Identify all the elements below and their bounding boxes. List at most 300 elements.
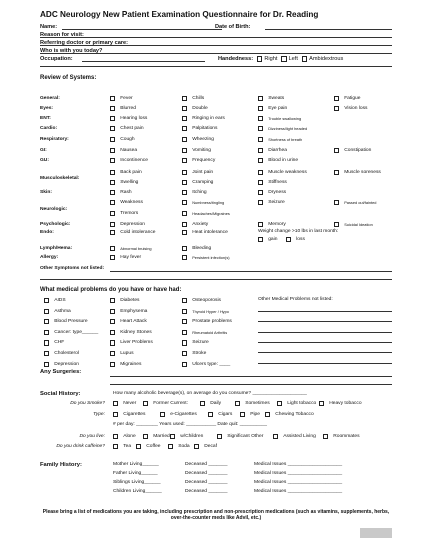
social-significant-other-checkbox[interactable]	[217, 434, 222, 439]
social-alone-option[interactable]	[113, 434, 136, 439]
ros-dryness-option[interactable]	[258, 190, 286, 195]
social-cigarettes-label: Cigarettes	[123, 412, 146, 418]
social-light-tobacco-checkbox[interactable]	[277, 401, 282, 406]
ros-double-label: Double	[192, 106, 208, 112]
social-assisted-living-label: Assisted Living	[283, 434, 316, 440]
med-kidney-stones-label: Kidney Stones	[120, 329, 152, 335]
med-emphysema-option[interactable]	[110, 309, 147, 314]
med-thyroid-hyper-hypo-checkbox[interactable]	[182, 309, 187, 314]
med-lupus-option[interactable]	[110, 351, 134, 356]
other-medical-line[interactable]	[258, 332, 392, 333]
social-pipe-label: Pipe	[250, 412, 260, 418]
med-diabetes-checkbox[interactable]	[110, 298, 115, 303]
ros-label-skin: Skin:	[40, 190, 52, 195]
med-depression-checkbox[interactable]	[44, 362, 49, 367]
med-seizure-label: Seizure	[192, 340, 209, 346]
medical-title: What medical problems do you have or have had:	[40, 287, 182, 293]
social-heavy-tobacco-label: Heavy tobacco	[329, 401, 362, 407]
ros-cold-intolerance-option[interactable]	[110, 230, 156, 235]
social-married-label: Married	[153, 434, 170, 440]
ros-label-eyes: Eyes:	[40, 106, 54, 111]
social-soda-label: Soda	[178, 444, 190, 450]
other-medical-line[interactable]	[258, 363, 392, 364]
caffeine-question: Do you drink caffeine?	[56, 444, 105, 449]
social-heavy-tobacco-checkbox[interactable]	[319, 401, 324, 406]
ros-vision-loss-label: Vision loss	[344, 106, 368, 112]
ros-memory-checkbox[interactable]	[258, 222, 263, 227]
med-liver-problems-option[interactable]	[110, 340, 153, 345]
ros-dryness-checkbox[interactable]	[258, 190, 263, 195]
med-blood-pressure-checkbox[interactable]	[44, 319, 49, 324]
social-roommates-option[interactable]	[323, 434, 360, 439]
ros-stiffness-label: Stiffness	[268, 180, 287, 186]
ros-itching-checkbox[interactable]	[182, 190, 187, 195]
ros-sweats-label: Sweats	[268, 96, 285, 102]
med-aids-checkbox[interactable]	[44, 298, 49, 303]
social-e-cigarettes-checkbox[interactable]	[160, 412, 165, 417]
ros-numbness-tingling-option[interactable]	[182, 200, 224, 205]
family-deceased[interactable]: Deceased _______	[185, 462, 228, 467]
social-assisted-living-option[interactable]	[273, 434, 316, 439]
ros-heat-intolerance-option[interactable]	[182, 230, 228, 235]
ros-cold-intolerance-checkbox[interactable]	[110, 230, 115, 235]
med-chf-checkbox[interactable]	[44, 340, 49, 345]
gain-option[interactable]	[258, 237, 277, 242]
ros-back-pain-option[interactable]	[110, 170, 142, 175]
ros-bleeding-option[interactable]	[182, 246, 211, 251]
ros-swelling-option[interactable]	[110, 180, 138, 185]
ros-chest-pain-checkbox[interactable]	[110, 126, 115, 131]
ros-label-ent: ENT:	[40, 116, 51, 121]
med-ulcers-type-checkbox[interactable]	[182, 362, 187, 367]
ros-blurred-checkbox[interactable]	[110, 106, 115, 111]
ros-back-pain-checkbox[interactable]	[110, 170, 115, 175]
med-blood-pressure-option[interactable]	[44, 319, 88, 324]
med-osteoporosis-option[interactable]	[182, 298, 221, 303]
other-medical-line[interactable]	[258, 321, 392, 322]
ros-swelling-checkbox[interactable]	[110, 180, 115, 185]
ros-cough-option[interactable]	[110, 137, 135, 142]
social-decaf-checkbox[interactable]	[194, 444, 199, 449]
reason-label: Reason for visit:	[40, 32, 84, 38]
ros-headaches-migraines-checkbox[interactable]	[182, 211, 187, 216]
smoke-question: Do you Smoke?	[70, 401, 105, 406]
med-heart-attack-checkbox[interactable]	[110, 319, 115, 324]
ros-double-option[interactable]	[182, 106, 208, 111]
other-medical-label: Other Medical Problems not listed:	[258, 297, 333, 302]
ros-constipation-option[interactable]	[334, 148, 371, 153]
ros-blood-in-urine-option[interactable]	[258, 158, 298, 163]
ros-vision-loss-option[interactable]	[334, 106, 367, 111]
who-field[interactable]	[40, 53, 392, 54]
ros-hay-fever-checkbox[interactable]	[110, 255, 115, 260]
reason-field[interactable]	[40, 37, 392, 38]
other-symptoms-field-2[interactable]	[40, 279, 392, 280]
ros-frequency-checkbox[interactable]	[182, 158, 187, 163]
ros-joint-pain-checkbox[interactable]	[182, 170, 187, 175]
med-osteoporosis-checkbox[interactable]	[182, 298, 187, 303]
ros-nausea-checkbox[interactable]	[110, 148, 115, 153]
ros-ringing-in-ears-option[interactable]	[182, 116, 225, 121]
social-tea-option[interactable]	[113, 444, 131, 449]
ros-shortness-of-breath-option[interactable]	[258, 137, 302, 142]
left-label: Left	[288, 56, 298, 62]
ros-suicidal-ideation-option[interactable]	[334, 222, 373, 227]
ros-chills-checkbox[interactable]	[182, 96, 187, 101]
ros-diarrhea-checkbox[interactable]	[258, 148, 263, 153]
social-never-checkbox[interactable]	[113, 401, 118, 406]
ros-muscle-soreness-label: Muscle soreness	[344, 170, 381, 176]
ros-hearing-loss-checkbox[interactable]	[110, 116, 115, 121]
med-diabetes-option[interactable]	[110, 298, 140, 303]
ros-fatigue-option[interactable]	[334, 96, 361, 101]
med-asthma-option[interactable]	[44, 309, 71, 314]
ros-palpitations-checkbox[interactable]	[182, 126, 187, 131]
social-soda-option[interactable]	[168, 444, 190, 449]
other-symptoms-label: Other Symptoms not listed:	[40, 266, 105, 271]
med-migraines-option[interactable]	[110, 362, 141, 367]
ros-tremors-checkbox[interactable]	[110, 211, 115, 216]
social-sometimes-checkbox[interactable]	[235, 401, 240, 406]
med-kidney-stones-checkbox[interactable]	[110, 330, 115, 335]
med-stroke-checkbox[interactable]	[182, 351, 187, 356]
ros-label-psychologic: Psychologic:	[40, 222, 71, 227]
ros-sweats-option[interactable]	[258, 96, 284, 101]
ros-double-checkbox[interactable]	[182, 106, 187, 111]
social-sometimes-option[interactable]	[235, 401, 270, 406]
ros-trouble-swallowing-option[interactable]	[258, 116, 301, 121]
ros-passed-out-fainted-option[interactable]	[334, 200, 376, 205]
ros-dizziness-light-headed-label: Dizziness/light headed	[268, 126, 308, 132]
ros-itching-option[interactable]	[182, 190, 207, 195]
ambidextrous-checkbox[interactable]	[302, 56, 307, 61]
ros-cough-checkbox[interactable]	[110, 137, 115, 142]
handedness-row	[218, 56, 343, 62]
loss-checkbox[interactable]	[286, 237, 291, 242]
family-medical-issues[interactable]: Medical Issues ____________________	[254, 480, 343, 485]
ros-label-respiratory: Respiratory:	[40, 137, 69, 142]
ros-label-neurologic: Neurologic:	[40, 207, 68, 212]
family-relation[interactable]: Father Living______	[113, 471, 158, 476]
med-cancer-type-option[interactable]	[44, 330, 98, 335]
med-aids-option[interactable]	[44, 298, 66, 303]
med-asthma-checkbox[interactable]	[44, 309, 49, 314]
ros-chest-pain-option[interactable]	[110, 126, 144, 131]
ros-chest-pain-label: Chest pain	[120, 126, 144, 132]
ros-eye-pain-option[interactable]	[258, 106, 287, 111]
social-light-tobacco-label: Light tobacco	[287, 401, 317, 407]
ros-joint-pain-option[interactable]	[182, 170, 213, 175]
social-tea-checkbox[interactable]	[113, 444, 118, 449]
med-chf-option[interactable]	[44, 340, 64, 345]
ros-depression-option[interactable]	[110, 222, 145, 227]
left-checkbox[interactable]	[281, 56, 286, 61]
med-rheumatoid-arthritis-checkbox[interactable]	[182, 330, 187, 335]
ros-dizziness-light-headed-checkbox[interactable]	[258, 126, 263, 131]
ros-vomiting-label: Vomiting	[192, 148, 211, 154]
social-married-checkbox[interactable]	[143, 434, 148, 439]
social-alone-label: Alone	[123, 434, 136, 440]
ros-suicidal-ideation-checkbox[interactable]	[334, 222, 339, 227]
med-stroke-option[interactable]	[182, 351, 206, 356]
med-chf-label: CHF	[54, 340, 65, 346]
ros-rash-option[interactable]	[110, 190, 132, 195]
social-chewing-tobacco-checkbox[interactable]	[265, 412, 270, 417]
med-cholesterol-label: Cholesterol	[54, 351, 79, 357]
ros-wheezing-label: Wheezing	[192, 137, 214, 143]
social-soda-checkbox[interactable]	[168, 444, 173, 449]
family-relation[interactable]: Children Living______	[113, 489, 162, 494]
ros-muscle-soreness-option[interactable]	[334, 170, 381, 175]
ros-blurred-label: Blurred	[120, 106, 136, 112]
other-medical-line[interactable]	[258, 311, 392, 312]
med-emphysema-label: Emphysema	[120, 308, 148, 314]
ros-heat-intolerance-checkbox[interactable]	[182, 230, 187, 235]
ros-weakness-option[interactable]	[110, 200, 143, 205]
social-coffee-checkbox[interactable]	[136, 444, 141, 449]
family-relation[interactable]: Siblings Living______	[113, 480, 161, 485]
family-relation[interactable]: Mother Living______	[113, 462, 159, 467]
med-thyroid-hyper-hypo-label: Thyroid Hyper / Hypo	[192, 308, 229, 314]
ros-ringing-in-ears-label: Ringing in ears	[192, 116, 225, 122]
ros-headaches-migraines-label: Headaches/Migraines	[192, 211, 230, 217]
social-daily-option[interactable]	[200, 401, 221, 406]
ros-cold-intolerance-label: Cold intolerance	[120, 230, 156, 236]
social-roommates-checkbox[interactable]	[323, 434, 328, 439]
med-prostate-problems-option[interactable]	[182, 319, 232, 324]
social-decaf-label: Decaf	[204, 444, 217, 450]
ros-blurred-option[interactable]	[110, 106, 136, 111]
med-cholesterol-checkbox[interactable]	[44, 351, 49, 356]
ros-abnormal-bruising-checkbox[interactable]	[110, 246, 115, 251]
social-pipe-checkbox[interactable]	[240, 412, 245, 417]
ros-vomiting-option[interactable]	[182, 148, 211, 153]
ros-bleeding-label: Bleeding	[192, 246, 212, 252]
ros-sweats-checkbox[interactable]	[258, 96, 263, 101]
ros-anxiety-checkbox[interactable]	[182, 222, 187, 227]
med-cancer-type-checkbox[interactable]	[44, 330, 49, 335]
med-rheumatoid-arthritis-option[interactable]	[182, 330, 227, 335]
ros-anxiety-option[interactable]	[182, 222, 208, 227]
social-never-option[interactable]	[113, 401, 136, 406]
med-prostate-problems-checkbox[interactable]	[182, 319, 187, 324]
ros-wheezing-checkbox[interactable]	[182, 137, 187, 142]
family-deceased[interactable]: Deceased _______	[185, 480, 228, 485]
social-never-label: Never	[123, 401, 137, 407]
ros-constipation-checkbox[interactable]	[334, 148, 339, 153]
dob-field[interactable]	[265, 29, 392, 30]
ros-diarrhea-option[interactable]	[258, 148, 287, 153]
ros-memory-label: Memory	[268, 222, 286, 228]
social-cigars-option[interactable]	[208, 412, 232, 417]
med-blood-pressure-label: Blood Pressure	[54, 319, 88, 325]
surgeries-field[interactable]	[110, 376, 392, 377]
ros-trouble-swallowing-checkbox[interactable]	[258, 116, 263, 121]
med-asthma-label: Asthma	[54, 308, 71, 314]
ros-depression-checkbox[interactable]	[110, 222, 115, 227]
social-chewing-tobacco-option[interactable]	[265, 412, 314, 417]
med-seizure-checkbox[interactable]	[182, 340, 187, 345]
ros-blood-in-urine-label: Blood in urine	[268, 158, 299, 164]
ros-tremors-option[interactable]	[110, 211, 138, 216]
social-former-current-label: Former Current:	[153, 401, 188, 407]
other-medical-line[interactable]	[258, 342, 392, 343]
ros-cramping-checkbox[interactable]	[182, 180, 187, 185]
family-medical-issues[interactable]: Medical Issues ____________________	[254, 462, 343, 467]
social-assisted-living-checkbox[interactable]	[273, 434, 278, 439]
loss-label: loss	[296, 237, 305, 243]
ros-blood-in-urine-checkbox[interactable]	[258, 158, 263, 163]
ros-shortness-of-breath-checkbox[interactable]	[258, 137, 263, 142]
ros-stiffness-checkbox[interactable]	[258, 180, 263, 185]
ros-stiffness-option[interactable]	[258, 180, 287, 185]
other-medical-line[interactable]	[258, 352, 392, 353]
med-liver-problems-checkbox[interactable]	[110, 340, 115, 345]
name-field[interactable]	[62, 29, 222, 30]
ros-label-musculoskeletal: Musculoskeletal:	[40, 176, 80, 181]
ros-chills-option[interactable]	[182, 96, 204, 101]
per-day-fields[interactable]: # per day: ________ Years used: ___________ Date quit: __________	[113, 422, 267, 427]
med-emphysema-checkbox[interactable]	[110, 309, 115, 314]
med-prostate-problems-label: Prostate problems	[192, 319, 232, 325]
ros-palpitations-option[interactable]	[182, 126, 217, 131]
social-alone-checkbox[interactable]	[113, 434, 118, 439]
ros-label-lymph-hema: Lymph/Hema:	[40, 246, 73, 251]
ros-hay-fever-label: Hay fever	[120, 255, 142, 261]
social-light-tobacco-option[interactable]	[277, 401, 316, 406]
social-w-children-label: w/Children	[180, 434, 204, 440]
med-migraines-checkbox[interactable]	[110, 362, 115, 367]
social-w-children-checkbox[interactable]	[170, 434, 175, 439]
social-significant-other-label: Significant Other	[227, 434, 264, 440]
surgeries-field-2[interactable]	[110, 384, 392, 385]
ros-nausea-label: Nausea	[120, 148, 138, 154]
ros-shortness-of-breath-label: Shortness of breath	[268, 137, 303, 143]
social-decaf-option[interactable]	[194, 444, 217, 449]
social-pipe-option[interactable]	[240, 412, 260, 417]
social-former-current-checkbox[interactable]	[143, 401, 148, 406]
ros-palpitations-label: Palpitations	[192, 126, 218, 132]
ros-fever-option[interactable]	[110, 96, 133, 101]
med-ulcers-type-label: Ulcers type: ____	[192, 361, 231, 367]
ros-fatigue-checkbox[interactable]	[334, 96, 339, 101]
live-question: Do you live:	[79, 434, 105, 439]
occupation-field[interactable]	[82, 61, 205, 62]
ros-memory-option[interactable]	[258, 222, 286, 227]
ros-hay-fever-option[interactable]	[110, 255, 141, 260]
social-married-option[interactable]	[143, 434, 170, 439]
ros-cough-label: Cough	[120, 137, 135, 143]
review-title: Review of Systems:	[40, 75, 97, 81]
med-lupus-checkbox[interactable]	[110, 351, 115, 356]
med-ulcers-type-option[interactable]	[182, 362, 230, 367]
ros-fever-checkbox[interactable]	[110, 96, 115, 101]
med-stroke-label: Stroke	[192, 351, 207, 357]
social-cigars-label: Cigars	[218, 412, 233, 418]
ros-rash-checkbox[interactable]	[110, 190, 115, 195]
ros-headaches-migraines-option[interactable]	[182, 211, 230, 216]
med-heart-attack-option[interactable]	[110, 319, 147, 324]
ros-muscle-weakness-checkbox[interactable]	[258, 170, 263, 175]
form-title: ADC Neurology New Patient Examination Questionnaire for Dr. Reading	[40, 10, 319, 19]
loss-option[interactable]	[286, 237, 305, 242]
ros-numbness-tingling-checkbox[interactable]	[182, 200, 187, 205]
ros-seizure-checkbox[interactable]	[258, 200, 263, 205]
other-symptoms-field[interactable]	[110, 271, 392, 272]
ros-weakness-checkbox[interactable]	[110, 200, 115, 205]
social-cigars-checkbox[interactable]	[208, 412, 213, 417]
med-depression-option[interactable]	[44, 362, 79, 367]
social-coffee-option[interactable]	[136, 444, 161, 449]
name-label: Name:	[40, 24, 58, 30]
ros-incontinence-checkbox[interactable]	[110, 158, 115, 163]
social-daily-checkbox[interactable]	[200, 401, 205, 406]
ros-eye-pain-checkbox[interactable]	[258, 106, 263, 111]
med-seizure-option[interactable]	[182, 340, 209, 345]
ros-muscle-weakness-option[interactable]	[258, 170, 307, 175]
referring-field[interactable]	[40, 45, 392, 46]
ros-ringing-in-ears-checkbox[interactable]	[182, 116, 187, 121]
med-kidney-stones-option[interactable]	[110, 330, 152, 335]
family-medical-issues[interactable]: Medical Issues ____________________	[254, 489, 343, 494]
family-deceased[interactable]: Deceased _______	[185, 489, 228, 494]
social-former-current-option[interactable]	[143, 401, 188, 406]
med-thyroid-hyper-hypo-option[interactable]	[182, 309, 229, 314]
ros-persistent-infection-s-option[interactable]	[182, 255, 230, 260]
family-deceased[interactable]: Deceased _______	[185, 471, 228, 476]
occupation-label: Occupation:	[40, 56, 73, 62]
ros-bleeding-checkbox[interactable]	[182, 246, 187, 251]
social-e-cigarettes-label: e-Cigarettes	[170, 412, 197, 418]
social-cigarettes-checkbox[interactable]	[113, 412, 118, 417]
ros-vomiting-checkbox[interactable]	[182, 148, 187, 153]
ros-tremors-label: Tremors	[120, 211, 139, 217]
social-significant-other-option[interactable]	[217, 434, 263, 439]
social-e-cigarettes-option[interactable]	[160, 412, 197, 417]
ros-suicidal-ideation-label: Suicidal Ideation	[344, 222, 373, 228]
ros-heat-intolerance-label: Heat intolerance	[192, 230, 228, 236]
ros-hearing-loss-option[interactable]	[110, 116, 147, 121]
med-cholesterol-option[interactable]	[44, 351, 79, 356]
ros-itching-label: Itching	[192, 190, 207, 196]
ros-frequency-option[interactable]	[182, 158, 215, 163]
ros-wheezing-option[interactable]	[182, 137, 214, 142]
right-label: Right	[264, 56, 278, 62]
ros-muscle-soreness-checkbox[interactable]	[334, 170, 339, 175]
social-cigarettes-option[interactable]	[113, 412, 145, 417]
ros-vision-loss-checkbox[interactable]	[334, 106, 339, 111]
ros-chills-label: Chills	[192, 96, 205, 102]
ros-persistent-infection-s-checkbox[interactable]	[182, 255, 187, 260]
social-title: Social History:	[40, 391, 81, 397]
ros-trouble-swallowing-label: Trouble swallowing	[268, 116, 302, 122]
ros-nausea-option[interactable]	[110, 148, 137, 153]
ros-incontinence-option[interactable]	[110, 158, 148, 163]
ros-passed-out-fainted-checkbox[interactable]	[334, 200, 339, 205]
social-coffee-label: Coffee	[146, 444, 161, 450]
ros-dizziness-light-headed-option[interactable]	[258, 126, 307, 131]
ros-seizure-option[interactable]	[258, 200, 285, 205]
med-depression-label: Depression	[54, 361, 79, 367]
gain-checkbox[interactable]	[258, 237, 263, 242]
right-checkbox[interactable]	[257, 56, 262, 61]
family-medical-issues[interactable]: Medical Issues ____________________	[254, 471, 343, 476]
social-w-children-option[interactable]	[170, 434, 203, 439]
ros-cramping-option[interactable]	[182, 180, 213, 185]
ros-swelling-label: Swelling	[120, 180, 139, 186]
social-heavy-tobacco-option[interactable]	[319, 401, 362, 406]
ros-abnormal-bruising-option[interactable]	[110, 246, 152, 251]
